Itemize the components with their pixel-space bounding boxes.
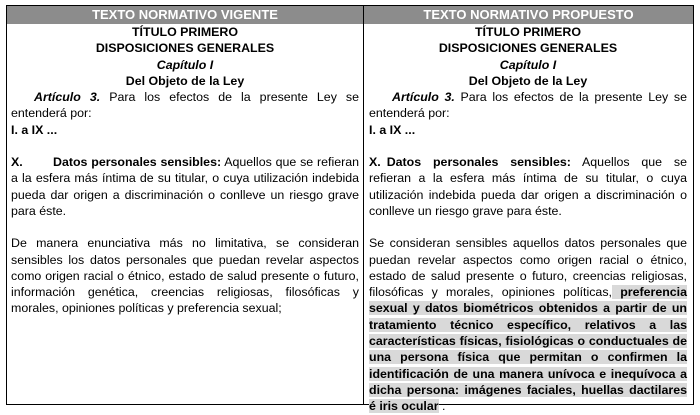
chapter-subject: Del Objeto de la Ley [125, 73, 245, 88]
fraction-x-label: X. [369, 155, 381, 170]
header-current-text: TEXTO NORMATIVO VIGENTE [7, 6, 363, 24]
chapter-heading: Capítulo I [499, 57, 557, 72]
sensitive-data-paragraph [369, 235, 687, 414]
fraction-x-term: Datos personales sensibles: [386, 155, 571, 170]
sensitive-data-paragraph: De manera enunciativa más no limitativa, se consideran sensibles los datos personales que puedan revelar aspectos como origen racial o étnico, estado de salud presente o futuro, información genética, creencias religiosas, filosóficas y morales, opiniones políticas y preferencia sexual; [11, 236, 359, 316]
article-label: Artículo 3. [392, 90, 455, 105]
title-heading: TÍTULO PRIMERO [131, 25, 238, 39]
article-text: Para los efectos de la presente Ley se entenderá por: [11, 90, 359, 121]
section-heading: DISPOSICIONES GENERALES [95, 41, 275, 56]
proposed-text-column [369, 24, 687, 415]
header-proposed-text: TEXTO NORMATIVO PROPUESTO [364, 6, 693, 24]
column-divider [363, 6, 364, 404]
article-text: Para los efectos de la presente Ley se entenderá por: [369, 90, 687, 121]
paragraph-unchanged-text: Se consideran sensibles aquellos datos personales que puedan revelar aspectos como origen racial o étnico, estado de salud presente o futuro, creencias religiosas, filosóficas y morales, opiniones políticas, [369, 236, 687, 300]
article-intro [369, 89, 687, 122]
chapter-heading: Capítulo I [156, 57, 214, 72]
section-heading: DISPOSICIONES GENERALES [438, 41, 618, 56]
fraction-x [11, 154, 359, 219]
fraction-x [369, 154, 687, 219]
comparison-table [6, 5, 694, 414]
paragraph-end: . [438, 399, 446, 414]
article-label: Artículo 3. [34, 90, 101, 105]
title-heading: TÍTULO PRIMERO [474, 25, 581, 39]
fractions-ref: I. a IX ... [369, 122, 416, 137]
fraction-x-definition: Aquellos que se refieran a la esfera más íntima de su titular, o cuya utilización indebida pueda dar origen a discriminación o conlleve un riesgo grave para éste. [11, 155, 360, 218]
fractions-ref: I. a IX ... [11, 122, 58, 137]
chapter-subject: Del Objeto de la Ley [468, 73, 588, 88]
fraction-x-definition: Aquellos que se refieran a la esfera más íntima de su titular, o cuya utilización indebida pueda dar origen a discriminación o conlleve un riesgo grave para éste. [369, 155, 687, 218]
fraction-x-label: X. [11, 155, 23, 170]
paragraph-added-text-highlight: preferencia sexual y datos biométricos obtenidos a partir de un tratamiento técnico específico, relativos a las características físicas, fisiológicas o conductuales de una persona física que permitan o confirmen la identificación de una manera unívoca e inequívoca a dicha persona: imágenes faciales, huellas dactilares é iris ocular [369, 285, 688, 414]
current-text-column [11, 24, 359, 317]
fraction-x-term: Datos personales sensibles: [53, 155, 222, 170]
article-intro [11, 89, 359, 122]
